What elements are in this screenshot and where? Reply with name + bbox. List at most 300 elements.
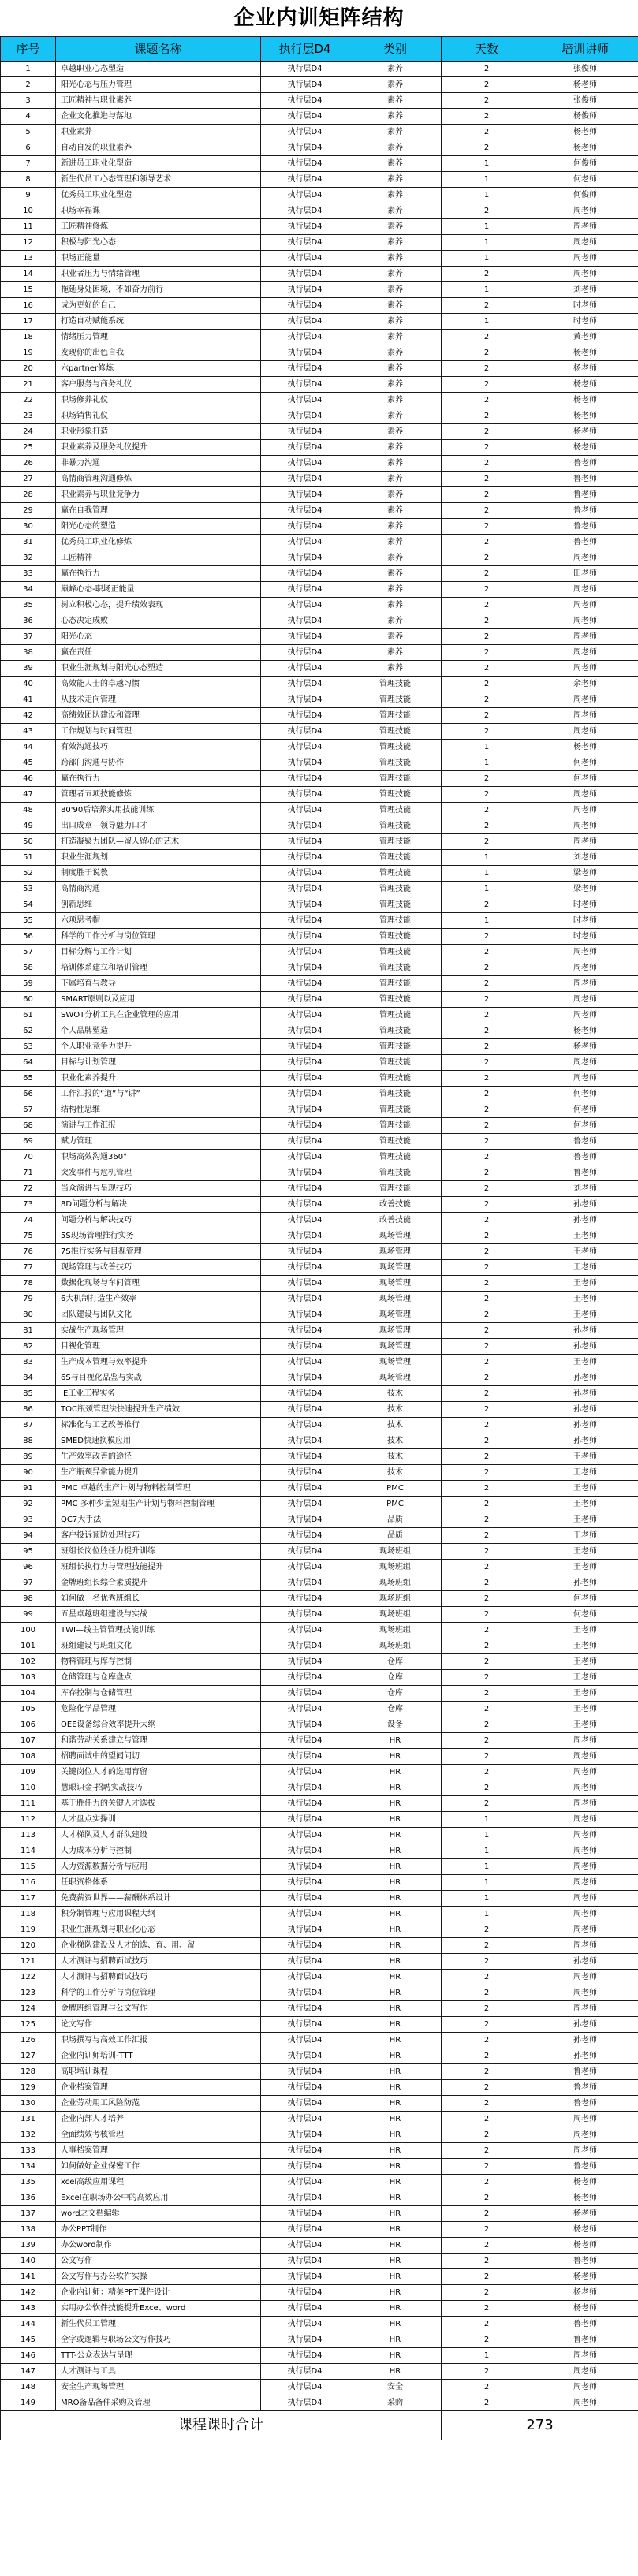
cell-trainer: 时老师 [532, 298, 638, 314]
cell-category: HR [349, 2064, 442, 2080]
cell-course-name: 5S现场管理推行实务 [56, 1228, 261, 1244]
cell-trainer: 刘老师 [532, 1181, 638, 1197]
cell-index: 95 [1, 1544, 56, 1560]
cell-index: 131 [1, 2112, 56, 2127]
cell-course-name: 个人品牌塑造 [56, 1023, 261, 1039]
cell-level: 执行层D4 [261, 440, 349, 456]
header-index: 序号 [1, 37, 56, 62]
cell-days: 1 [442, 755, 532, 771]
cell-days: 2 [442, 1228, 532, 1244]
cell-level: 执行层D4 [261, 1780, 349, 1796]
table-row [1, 1134, 638, 1150]
cell-course-name: 班组长执行力与管理技能提升 [56, 1560, 261, 1575]
table-row [1, 960, 638, 976]
cell-index: 123 [1, 1985, 56, 2001]
cell-days: 2 [442, 1102, 532, 1118]
cell-days: 2 [442, 2096, 532, 2112]
table-row [1, 897, 638, 913]
table-row [1, 2301, 638, 2317]
cell-course-name: 积分制管理与应用课程大纲 [56, 1907, 261, 1922]
cell-index: 49 [1, 818, 56, 834]
cell-course-name: 职场修养礼仪 [56, 393, 261, 408]
cell-level: 执行层D4 [261, 1575, 349, 1591]
cell-level: 执行层D4 [261, 377, 349, 393]
cell-level: 执行层D4 [261, 913, 349, 929]
cell-category: 仓库 [349, 1670, 442, 1686]
cell-level: 执行层D4 [261, 1796, 349, 1812]
cell-index: 40 [1, 677, 56, 692]
table-row [1, 1433, 638, 1449]
cell-trainer: 何老师 [532, 771, 638, 787]
cell-trainer: 何老师 [532, 1087, 638, 1102]
cell-trainer: 王老师 [532, 1623, 638, 1638]
cell-course-name: 职业生涯规划与职业化心态 [56, 1922, 261, 1938]
cell-days: 2 [442, 408, 532, 424]
cell-days: 1 [442, 172, 532, 188]
cell-course-name: 职业素养 [56, 125, 261, 140]
cell-days: 2 [442, 1954, 532, 1970]
cell-course-name: 工匠精神 [56, 550, 261, 566]
cell-category: 设备 [349, 1717, 442, 1733]
table-row [1, 456, 638, 472]
cell-trainer: 杨老师 [532, 440, 638, 456]
cell-trainer: 孙老师 [532, 1402, 638, 1418]
cell-category: 素养 [349, 487, 442, 503]
table-row [1, 677, 638, 692]
cell-index: 29 [1, 503, 56, 519]
cell-course-name: 目视化管理 [56, 1339, 261, 1355]
cell-level: 执行层D4 [261, 408, 349, 424]
cell-category: HR [349, 1812, 442, 1828]
cell-days: 2 [442, 771, 532, 787]
cell-trainer: 周老师 [532, 219, 638, 235]
cell-days: 2 [442, 2222, 532, 2238]
cell-level: 执行层D4 [261, 2033, 349, 2048]
cell-course-name: 职场高效沟通360° [56, 1150, 261, 1165]
cell-days: 2 [442, 1386, 532, 1402]
cell-course-name: 情绪压力管理 [56, 330, 261, 345]
cell-course-name: QC7大手法 [56, 1512, 261, 1528]
cell-level: 执行层D4 [261, 267, 349, 282]
cell-course-name: 六partner修炼 [56, 361, 261, 377]
cell-index: 84 [1, 1370, 56, 1386]
cell-index: 57 [1, 945, 56, 960]
cell-index: 91 [1, 1481, 56, 1497]
cell-index: 72 [1, 1181, 56, 1197]
cell-trainer: 周老师 [532, 550, 638, 566]
cell-trainer: 王老师 [532, 1497, 638, 1512]
cell-days: 2 [442, 1039, 532, 1055]
cell-category: 素养 [349, 424, 442, 440]
cell-index: 76 [1, 1244, 56, 1260]
cell-category: 素养 [349, 125, 442, 140]
cell-level: 执行层D4 [261, 882, 349, 897]
cell-course-name: 赢在执行力 [56, 566, 261, 582]
cell-index: 37 [1, 629, 56, 645]
cell-index: 1 [1, 62, 56, 77]
cell-category: 素养 [349, 377, 442, 393]
cell-index: 103 [1, 1670, 56, 1686]
table-row [1, 692, 638, 708]
cell-level: 执行层D4 [261, 1071, 349, 1087]
table-row [1, 1213, 638, 1228]
cell-course-name: 企业内训师培训-TTT [56, 2048, 261, 2064]
cell-category: 管理技能 [349, 1087, 442, 1102]
cell-index: 62 [1, 1023, 56, 1039]
cell-course-name: 实用办公软件技能提升Exce、word [56, 2301, 261, 2317]
cell-level: 执行层D4 [261, 960, 349, 976]
cell-level: 执行层D4 [261, 203, 349, 219]
cell-index: 85 [1, 1386, 56, 1402]
cell-days: 1 [442, 740, 532, 755]
cell-course-name: 高情商管理沟通修炼 [56, 472, 261, 487]
cell-days: 2 [442, 897, 532, 913]
cell-days: 2 [442, 1244, 532, 1260]
cell-index: 139 [1, 2238, 56, 2254]
cell-days: 2 [442, 2317, 532, 2332]
cell-index: 58 [1, 960, 56, 976]
cell-course-name: SWOT分析工具在企业管理的应用 [56, 1008, 261, 1023]
cell-index: 100 [1, 1623, 56, 1638]
table-row [1, 1418, 638, 1433]
cell-days: 2 [442, 1749, 532, 1765]
cell-course-name: 和谐劳动关系建立与管理 [56, 1733, 261, 1749]
table-row [1, 1544, 638, 1560]
cell-days: 2 [442, 1717, 532, 1733]
cell-course-name: 人力成本分析与控制 [56, 1843, 261, 1859]
cell-course-name: 如何做一名优秀班组长 [56, 1591, 261, 1607]
cell-index: 119 [1, 1922, 56, 1938]
cell-days: 2 [442, 2364, 532, 2380]
cell-index: 63 [1, 1039, 56, 1055]
cell-course-name: 职业生涯规划与阳光心态塑造 [56, 661, 261, 677]
cell-trainer: 杨老师 [532, 2190, 638, 2206]
cell-course-name: 科学的工作分析与岗位管理 [56, 1985, 261, 2001]
cell-category: 素养 [349, 298, 442, 314]
cell-course-name: 团队建设与团队文化 [56, 1307, 261, 1323]
cell-category: HR [349, 2017, 442, 2033]
cell-category: 素养 [349, 282, 442, 298]
table-row [1, 1386, 638, 1402]
cell-days: 2 [442, 1780, 532, 1796]
cell-days: 1 [442, 1843, 532, 1859]
cell-days: 2 [442, 267, 532, 282]
cell-category: 技术 [349, 1433, 442, 1449]
cell-index: 74 [1, 1213, 56, 1228]
cell-days: 2 [442, 1418, 532, 1433]
cell-category: 品质 [349, 1512, 442, 1528]
cell-days: 2 [442, 1796, 532, 1812]
cell-days: 2 [442, 708, 532, 724]
cell-days: 2 [442, 1433, 532, 1449]
cell-course-name: 企业文化推进与落地 [56, 109, 261, 125]
table-row [1, 1954, 638, 1970]
cell-index: 6 [1, 140, 56, 156]
table-row [1, 140, 638, 156]
cell-index: 4 [1, 109, 56, 125]
cell-trainer: 孙老师 [532, 1954, 638, 1970]
cell-level: 执行层D4 [261, 2380, 349, 2395]
table-row [1, 2285, 638, 2301]
cell-trainer: 周老师 [532, 1970, 638, 1985]
cell-course-name: 心态决定成败 [56, 613, 261, 629]
cell-course-name: 物料管理与库存控制 [56, 1654, 261, 1670]
table-row [1, 1449, 638, 1465]
header-level: 执行层D4 [261, 37, 349, 62]
cell-level: 执行层D4 [261, 2080, 349, 2096]
cell-level: 执行层D4 [261, 1008, 349, 1023]
cell-index: 46 [1, 771, 56, 787]
cell-index: 101 [1, 1638, 56, 1654]
cell-category: HR [349, 2332, 442, 2348]
cell-category: HR [349, 1922, 442, 1938]
cell-level: 执行层D4 [261, 1418, 349, 1433]
cell-level: 执行层D4 [261, 1355, 349, 1370]
cell-index: 81 [1, 1323, 56, 1339]
cell-trainer: 王老师 [532, 1292, 638, 1307]
cell-category: 技术 [349, 1449, 442, 1465]
cell-category: 现场管理 [349, 1370, 442, 1386]
table-row [1, 1670, 638, 1686]
table-row [1, 2143, 638, 2159]
cell-days: 1 [442, 866, 532, 882]
cell-index: 112 [1, 1812, 56, 1828]
cell-course-name: 企业内训师：精美PPT课件设计 [56, 2285, 261, 2301]
cell-course-name: 高职培训课程 [56, 2064, 261, 2080]
cell-index: 26 [1, 456, 56, 472]
cell-level: 执行层D4 [261, 1938, 349, 1954]
cell-course-name: 6S与目视化品鉴与实战 [56, 1370, 261, 1386]
table-row [1, 1528, 638, 1544]
cell-course-name: 树立积极心态，提升绩效表现 [56, 598, 261, 613]
table-row [1, 172, 638, 188]
cell-category: 安全 [349, 2380, 442, 2395]
cell-category: HR [349, 2285, 442, 2301]
cell-level: 执行层D4 [261, 1970, 349, 1985]
table-row [1, 2317, 638, 2332]
cell-index: 89 [1, 1449, 56, 1465]
cell-index: 135 [1, 2175, 56, 2190]
cell-course-name: word之文档编辑 [56, 2206, 261, 2222]
cell-index: 114 [1, 1843, 56, 1859]
cell-level: 执行层D4 [261, 1118, 349, 1134]
cell-index: 75 [1, 1228, 56, 1244]
cell-index: 48 [1, 803, 56, 818]
cell-days: 2 [442, 1654, 532, 1670]
cell-trainer: 张俊师 [532, 62, 638, 77]
table-row [1, 2222, 638, 2238]
cell-course-name: 突发事件与危机管理 [56, 1165, 261, 1181]
cell-index: 117 [1, 1891, 56, 1907]
cell-level: 执行层D4 [261, 724, 349, 740]
cell-days: 1 [442, 282, 532, 298]
cell-level: 执行层D4 [261, 2017, 349, 2033]
cell-category: HR [349, 2190, 442, 2206]
cell-trainer: 杨老师 [532, 2238, 638, 2254]
table-row [1, 203, 638, 219]
cell-index: 71 [1, 1165, 56, 1181]
cell-category: HR [349, 1749, 442, 1765]
cell-days: 2 [442, 1449, 532, 1465]
cell-course-name: 积极与阳光心态 [56, 235, 261, 251]
table-row [1, 1323, 638, 1339]
table-row [1, 1512, 638, 1528]
cell-course-name: 工作规划与时间管理 [56, 724, 261, 740]
table-row [1, 1796, 638, 1812]
cell-course-name: 公文写作与办公软件实操 [56, 2269, 261, 2285]
cell-trainer: 王老师 [532, 1355, 638, 1370]
cell-trainer: 鲁老师 [532, 2080, 638, 2096]
cell-days: 2 [442, 2301, 532, 2317]
cell-level: 执行层D4 [261, 1828, 349, 1843]
cell-trainer: 鲁老师 [532, 2096, 638, 2112]
cell-level: 执行层D4 [261, 2159, 349, 2175]
cell-trainer: 王老师 [532, 1276, 638, 1292]
table-row [1, 1560, 638, 1575]
cell-level: 执行层D4 [261, 2285, 349, 2301]
cell-trainer: 杨俊师 [532, 109, 638, 125]
cell-category: HR [349, 2159, 442, 2175]
cell-category: 素养 [349, 203, 442, 219]
cell-category: HR [349, 1859, 442, 1875]
cell-level: 执行层D4 [261, 1812, 349, 1828]
cell-trainer: 王老师 [532, 1528, 638, 1544]
cell-course-name: 职业生涯规划 [56, 850, 261, 866]
cell-course-name: 免费薪资世界——薪酬体系设计 [56, 1891, 261, 1907]
cell-index: 96 [1, 1560, 56, 1575]
cell-course-name: 标准化与工艺改善推行 [56, 1418, 261, 1433]
cell-days: 2 [442, 1118, 532, 1134]
cell-trainer: 杨老师 [532, 424, 638, 440]
cell-course-name: 优秀员工职业化塑造 [56, 188, 261, 203]
cell-index: 82 [1, 1339, 56, 1355]
cell-index: 126 [1, 2033, 56, 2048]
cell-category: 现场管理 [349, 1228, 442, 1244]
cell-trainer: 孙老师 [532, 1386, 638, 1402]
cell-trainer: 周老师 [532, 661, 638, 677]
cell-days: 2 [442, 1087, 532, 1102]
cell-course-name: 打造凝聚力团队—留人留心的艺术 [56, 834, 261, 850]
table-row [1, 1102, 638, 1118]
cell-index: 61 [1, 1008, 56, 1023]
table-row [1, 1355, 638, 1370]
cell-days: 2 [442, 1276, 532, 1292]
cell-days: 1 [442, 314, 532, 330]
cell-trainer: 王老师 [532, 1512, 638, 1528]
cell-category: 仓库 [349, 1686, 442, 1702]
cell-course-name: 阳光心态与压力管理 [56, 77, 261, 93]
cell-days: 1 [442, 251, 532, 267]
cell-category: HR [349, 2080, 442, 2096]
table-row [1, 566, 638, 582]
cell-level: 执行层D4 [261, 235, 349, 251]
cell-trainer: 周老师 [532, 1891, 638, 1907]
cell-index: 3 [1, 93, 56, 109]
cell-level: 执行层D4 [261, 2127, 349, 2143]
cell-days: 2 [442, 1339, 532, 1355]
cell-trainer: 王老师 [532, 1686, 638, 1702]
cell-category: HR [349, 1875, 442, 1891]
cell-trainer: 鲁老师 [532, 1134, 638, 1150]
table-row [1, 1765, 638, 1780]
table-row [1, 582, 638, 598]
cell-category: HR [349, 1796, 442, 1812]
cell-trainer: 杨老师 [532, 2222, 638, 2238]
cell-level: 执行层D4 [261, 393, 349, 408]
cell-level: 执行层D4 [261, 1560, 349, 1575]
cell-level: 执行层D4 [261, 1134, 349, 1150]
cell-days: 2 [442, 2269, 532, 2285]
cell-trainer: 周老师 [532, 992, 638, 1008]
cell-trainer: 周老师 [532, 1938, 638, 1954]
table-row [1, 976, 638, 992]
cell-days: 2 [442, 2159, 532, 2175]
cell-course-name: 拖延身处困境，不如奋力前行 [56, 282, 261, 298]
header-category: 类别 [349, 37, 442, 62]
cell-level: 执行层D4 [261, 740, 349, 755]
cell-category: 素养 [349, 550, 442, 566]
cell-index: 128 [1, 2064, 56, 2080]
cell-index: 99 [1, 1607, 56, 1623]
table-row [1, 1481, 638, 1497]
cell-trainer: 王老师 [532, 1638, 638, 1654]
cell-level: 执行层D4 [261, 503, 349, 519]
table-row [1, 1686, 638, 1702]
cell-days: 2 [442, 803, 532, 818]
cell-trainer: 杨老师 [532, 2269, 638, 2285]
cell-category: 素养 [349, 582, 442, 598]
cell-trainer: 孙老师 [532, 1339, 638, 1355]
cell-index: 147 [1, 2364, 56, 2380]
cell-days: 2 [442, 566, 532, 582]
cell-index: 149 [1, 2395, 56, 2411]
cell-course-name: 办公word制作 [56, 2238, 261, 2254]
cell-category: 管理技能 [349, 976, 442, 992]
cell-level: 执行层D4 [261, 1733, 349, 1749]
cell-category: HR [349, 1970, 442, 1985]
cell-days: 2 [442, 661, 532, 677]
cell-category: HR [349, 1891, 442, 1907]
cell-index: 56 [1, 929, 56, 945]
cell-days: 2 [442, 613, 532, 629]
cell-level: 执行层D4 [261, 866, 349, 882]
cell-category: 素养 [349, 408, 442, 424]
cell-trainer: 何老师 [532, 1118, 638, 1134]
cell-level: 执行层D4 [261, 1087, 349, 1102]
cell-trainer: 孙老师 [532, 1197, 638, 1213]
cell-trainer: 周老师 [532, 1055, 638, 1071]
cell-index: 15 [1, 282, 56, 298]
table-row [1, 1150, 638, 1165]
cell-category: 管理技能 [349, 913, 442, 929]
cell-trainer: 何老师 [532, 1102, 638, 1118]
cell-days: 2 [442, 1055, 532, 1071]
cell-days: 2 [442, 629, 532, 645]
cell-category: 素养 [349, 598, 442, 613]
cell-index: 33 [1, 566, 56, 582]
table-row [1, 1071, 638, 1087]
cell-category: HR [349, 2048, 442, 2064]
cell-index: 134 [1, 2159, 56, 2175]
cell-level: 执行层D4 [261, 803, 349, 818]
cell-course-name: 赢在自我管理 [56, 503, 261, 519]
table-row [1, 1055, 638, 1071]
header-trainer: 培训讲师 [532, 37, 638, 62]
cell-course-name: 优秀员工职业化修炼 [56, 535, 261, 550]
cell-index: 130 [1, 2096, 56, 2112]
cell-category: 素养 [349, 345, 442, 361]
cell-days: 2 [442, 645, 532, 661]
